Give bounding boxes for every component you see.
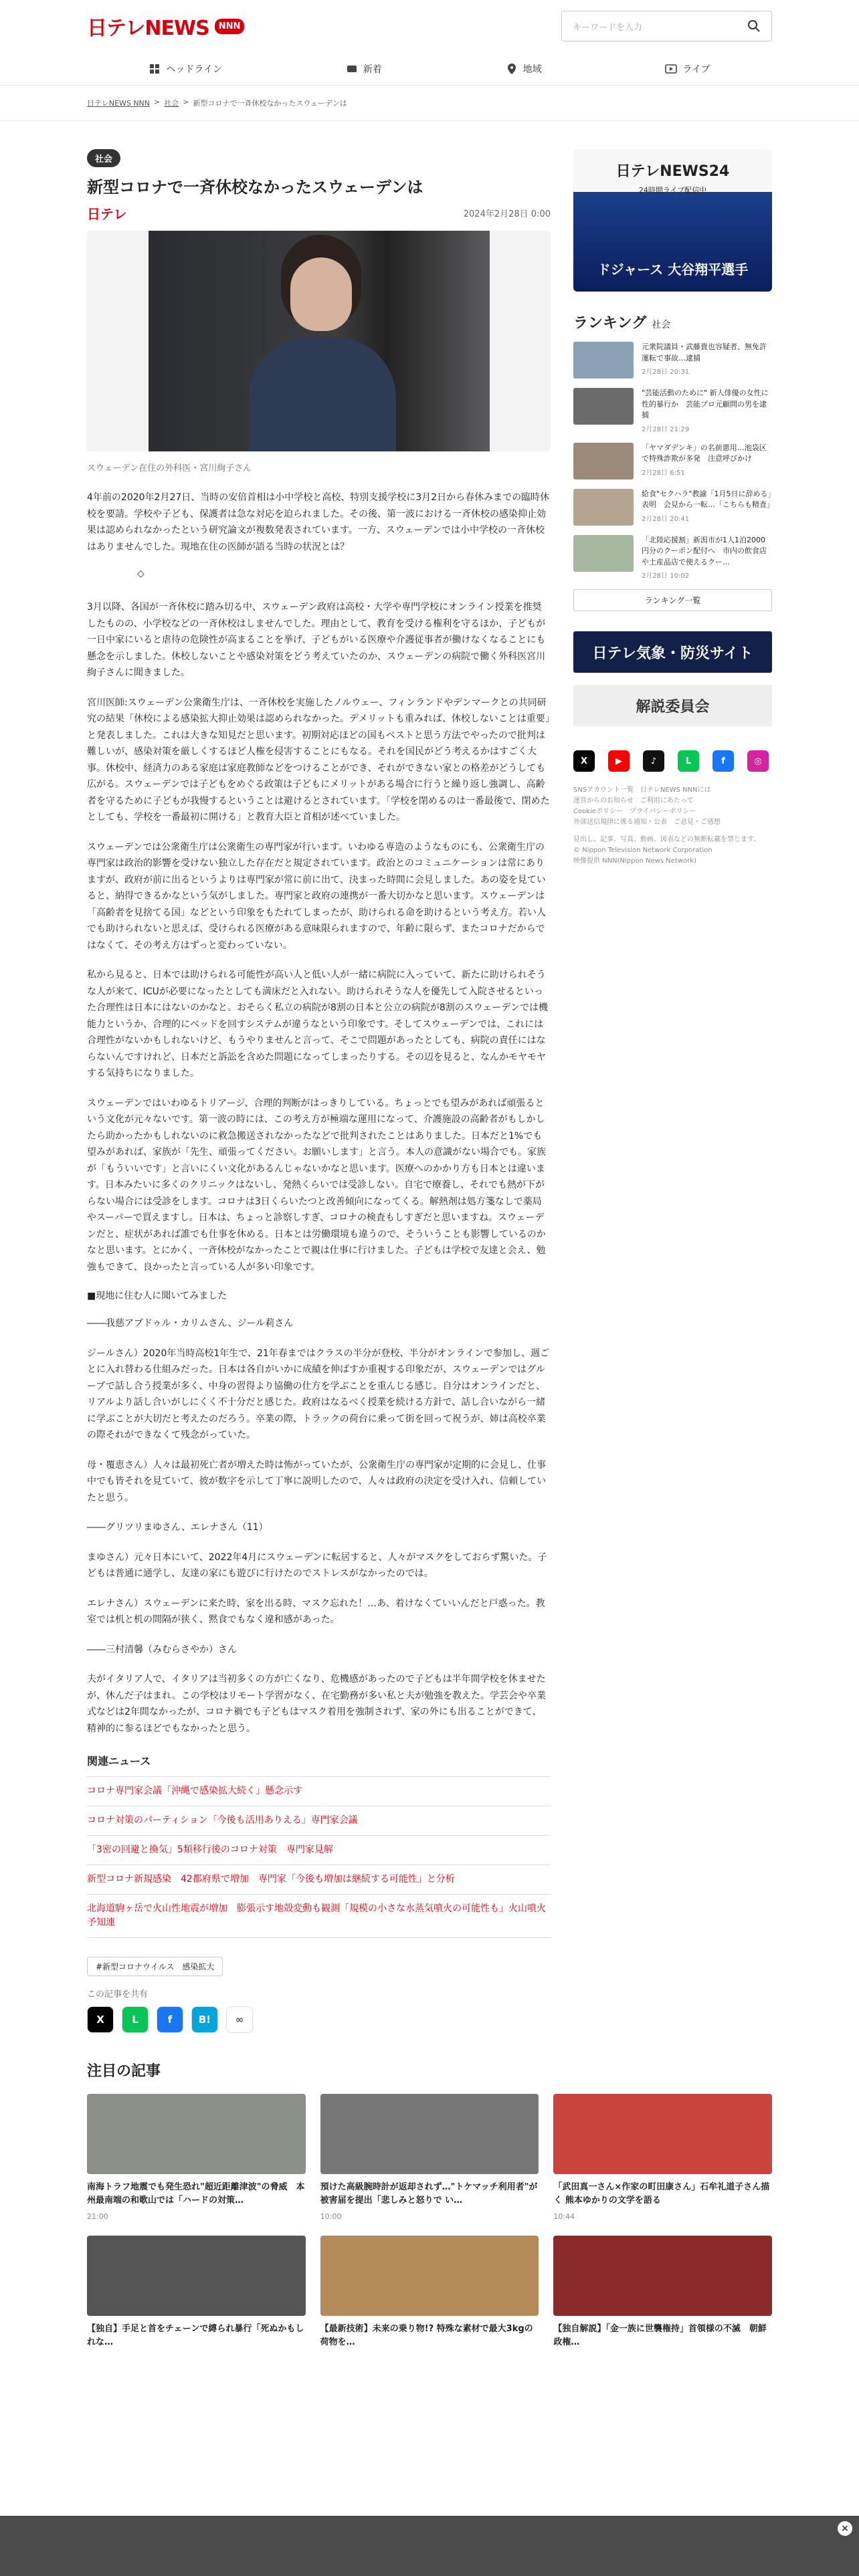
bottom-ad-bar <box>0 2516 859 2576</box>
ranking-item-title: 給食"セクハラ"教諭「1月5日に辞める」表明 会見から一転…「こちらも精査」 <box>642 489 774 509</box>
sidebar <box>573 149 772 2033</box>
card-thumbnail <box>87 2094 306 2174</box>
category-tag[interactable]: 社会 <box>87 149 120 167</box>
breadcrumb-current: 新型コロナで一斉休校なかったスウェーデンは <box>193 99 347 108</box>
share-line-icon[interactable]: L <box>122 2006 149 2033</box>
ranking-item[interactable] <box>573 535 772 580</box>
ranking-item-meta: 2月28日 10:02 <box>642 572 690 580</box>
footer-line[interactable]: SNSアカウント一覧 日テレNEWS NNNには <box>573 786 711 794</box>
paragraph: 宮川医師:スウェーデン公衆衛生庁は、一斉休校を実施したノルウェー、フィンランドやデンマークとの共同研究の結果「休校による感染拡大抑止効果は認められなかった。デメリットも重みれば、休校しないことは重要」と発表しました。これは大きな知見だと思います。初期対応ほどの国もベストと思う方法でやったので批判は難しいが、感染対策を厳しくするほど人権を侵害することにもなる。それを国民がどう考えるかはすごく大事。休校中、経済力のある家庭は家庭教師などをつけることができ、それができない家との格差がどうしても広がる。スウェーデンでは子どもをめぐる政策は子どもにメリットがある場合に行うと繰り返し強調し、高齢者を守るために子どもが我慢するということは避けるとされています。「学校を閉めるのは一番最後で、閉めたとしても、学校を一番最初に開ける」と教育大臣と首相が述べていました。 <box>87 697 550 823</box>
global-nav <box>0 52 859 86</box>
attention-card[interactable] <box>553 2236 772 2349</box>
footer-line <box>573 828 772 835</box>
card-thumbnail <box>87 2236 306 2316</box>
ranking-item[interactable] <box>573 342 772 379</box>
related-link[interactable]: 北海道駒ヶ岳で火山性地震が増加 膨張示す地殻変動も観測「規模の小さな水蒸気噴火の可能性も」火山噴火予知連 <box>87 1895 551 1938</box>
site-logo[interactable] <box>87 11 244 41</box>
ranking-thumbnail <box>573 342 634 379</box>
related-list <box>87 1776 551 1938</box>
interviewee-name: ――三村清馨（みむらさやか）さん <box>87 1644 237 1655</box>
photo-caption: スウェーデン在住の外科医・宮川絢子さん <box>87 463 252 474</box>
share-buttons <box>87 2006 551 2033</box>
search-input[interactable] <box>561 11 772 41</box>
play-icon <box>665 63 677 75</box>
attention-card[interactable] <box>87 2236 306 2349</box>
interviewee-name: ――我慈アブドゥル・カリムさん、ジール莉さん <box>87 1318 294 1329</box>
related-link[interactable]: 新型コロナ新規感染 42都府県で増加 専門家「今後も増加は継続する可能性」と分析 <box>87 1865 551 1895</box>
paragraph: 4年前の2020年2月27日、当時の安倍首相は小中学校と高校、特別支援学校に3月2日から春休みまでの臨時休校を要請。学校や子ども、保護者は急な対応を迫られました。その後、第一波における一斉休校の感染抑止効果は認められなかったという研究論文が複数発表されています。一方、スウェーデンでは小中学校の一斉休校はありませんでした。現地在住の医師が語る当時の状況とは？ <box>87 492 550 552</box>
facebook-icon[interactable]: f <box>712 750 734 772</box>
publish-date: 2024年2月28日 0:00 <box>463 209 551 220</box>
ranking-thumbnail <box>573 443 634 479</box>
card-thumbnail <box>320 2236 539 2316</box>
ranking-thumbnail <box>573 388 634 425</box>
grid-icon <box>149 63 161 75</box>
source-logo: 日テレ <box>87 206 127 223</box>
card-title: 【最新技術】未来の乗り物!? 特殊な素材で最大3kgの荷物を… <box>320 2324 533 2347</box>
site-header <box>0 0 859 52</box>
section-heading: ■現地に住む人に聞いてみました <box>87 1291 227 1302</box>
card-thumbnail <box>553 2094 772 2174</box>
nav-label: ライブ <box>682 64 710 75</box>
logo-text: 日テレNEWS <box>87 17 209 40</box>
article <box>87 149 551 2033</box>
promo-title: 日テレNEWS24 <box>615 163 730 180</box>
social-links <box>573 750 772 772</box>
new-icon <box>346 63 358 75</box>
weather-banner[interactable]: 日テレ気象・防災サイト <box>573 631 772 673</box>
related-link[interactable]: コロナ専門家会議「沖縄で感染拡大続く」懸念示す <box>87 1776 551 1806</box>
ranking-item-title: 「北陸応援割」新潟市が1人1泊2000円分のクーポン配付へ 市内の飲食店や土産品店で使えるクー… <box>642 535 767 566</box>
ranking-item-meta: 2月28日 20:41 <box>642 515 690 523</box>
ranking-item[interactable] <box>573 443 772 479</box>
paragraph: エレナさん）スウェーデンに来た時、家を出る時、マスク忘れた！…あ、着けなくていいんだと戸惑った。教室では机と机の間隔が狭く、黙食でもなく違和感があった。 <box>87 1598 545 1626</box>
interviewee-name: ――グリツリまゆさん、エレナさん（11） <box>87 1522 268 1533</box>
paragraph: ジールさん）2020年当時高校1年生で、21年春まではクラスの半分が登校、半分がオンラインで参加し、週ごとに入れ替わる仕組みだった。日本は各自がいかに成績を伸ばすか重視する印象だが、スウェーデンではグループで話し合う授業が多く、中身の習得より協働の仕方を学ぶことを重んじる感じ。自分はオンラインだと、リアルより話し合いがしにくく不十分だと感じた。政府はなるべく授業を続ける方針で、話し合いながら一緒に学ぶことが大切だと考えたのだろう。卒業の際、トラックの荷台に乗って街を回って祝うが、姉は高校卒業の際それができなくて残念がっていた。 <box>87 1348 549 1441</box>
nav-label: ヘッドライン <box>166 64 222 75</box>
card-meta: 10:44 <box>553 2212 575 2222</box>
share-facebook-icon[interactable]: f <box>157 2006 183 2033</box>
search-placeholder: キーワードを入力 <box>573 22 643 33</box>
paragraph: スウェーデンではいわゆるトリアージ、合理的判断がはっきりしている。ちょっとでも望みがあれば頑張るという文化が元々ないです。第一波の時には、この考え方が極端な運用になって、介護施設の高齢者がもしかしたら助かったかもしれないのに救急搬送されなかったなどで批判されたことはありました。日本だと1%でも望みがあれば、家族が「先生、頑張ってください。お願いします」と言う。本人の意識がない場合でも。家族が「もういいです」と言いにくい文化があるんじゃないかなと思います。医療へのかかり方も日本とは違います。日本みたいに多くのクリニックはないし、発熱くらいでは受診しない。自宅で療養し、それでも熱が下がらない場合には受診をします。コロナは3日くらいたつと改善傾向になってくる。解熱剤は処方箋なしで薬局やスーパーで買えますし。日本は、ちょっと診察しすぎ、コロナの検査もしすぎだと思いますね。スウェーデンだと、症状があれば誰でも仕事を休める。日本とは労働環境も違うので、そういうことも影響しているのかなと思います。とにかく、一斉休校がなかったことで親は仕事に行けました。子どもは学校で友達と会え、勉強もできて、良かったと言っている人が多い印象です。 <box>87 1097 546 1273</box>
ranking-item-title: 「ヤマダデンキ」の名前悪用…池袋区で特殊詐欺が多発 注意呼びかけ <box>642 443 767 463</box>
paragraph: まゆさん）元々日本にいて、2022年4月にスウェーデンに転居すると、人々がマスクをしておらず驚いた。子どもは普通に通学し、友達の家にも遊びに行けたのでストレスがなかったのでは。 <box>87 1551 547 1580</box>
ranking-item[interactable] <box>573 388 772 433</box>
live-promo[interactable] <box>573 149 772 292</box>
nav-label: 新着 <box>363 64 382 75</box>
nav-region[interactable] <box>506 62 542 76</box>
attention-card[interactable] <box>320 2094 539 2221</box>
breadcrumb <box>0 86 859 121</box>
photo-image <box>149 231 490 451</box>
nav-live[interactable] <box>665 62 710 76</box>
attention-card[interactable] <box>87 2094 306 2221</box>
youtube-icon[interactable]: ▶ <box>608 750 630 772</box>
paragraph: 夫がイタリア人で、イタリアは当初多くの方が亡くなり、危機感があったので子どもは半年間学校を休ませたが、休んだ子はまれ。この学校はリモート学習がなく、在宅勤務が多い私と夫が勉強を教えた。学芸会や卒業式などは2年間なかったが、コロナ禍でも子どもはマスク着用を強制されず、家の外にも出ることができて、精神的に参るほどでもなかったと思う。 <box>87 1674 546 1734</box>
breadcrumb-section[interactable]: 社会 <box>164 99 179 108</box>
logo-badge: NNN <box>215 19 245 34</box>
commentary-banner[interactable]: 解説委員会 <box>573 685 772 726</box>
footer-line: 映像提供 NNN(Nippon News Network) <box>573 857 696 865</box>
paragraph: 母・覆恵さん）人々は最初死亡者が増えた時は怖がっていたが、公衆衛生庁の専門家が定期的に会見し、仕事中でも皆それを見ていて、彼が数字を示して丁寧に説明したので、人々は政府の決定を受け入れ、信頼していたと思う。 <box>87 1459 547 1503</box>
copy-link-icon[interactable]: ∞ <box>226 2006 253 2033</box>
line-icon[interactable]: L <box>678 750 699 772</box>
x-icon[interactable]: X <box>573 750 595 772</box>
card-title: 南海トラフ地震でも発生恐れ"超近距離津波"の脅威 本州最南端の和歌山では「ハードの対策… <box>87 2182 305 2206</box>
photo-person-head <box>290 257 352 331</box>
attention-card[interactable] <box>553 2094 772 2221</box>
ranking-item-meta: 2月28日 20:31 <box>642 368 690 376</box>
card-meta: 10:00 <box>320 2212 342 2222</box>
card-title: 預けた高級腕時計が返却されず…"トケマッチ利用者"が被害届を提出「悲しみと怒りで い… <box>320 2182 538 2206</box>
paragraph: 3月以降、各国が一斉休校に踏み切る中、スウェーデン政府は高校・大学や専門学校にオンライン授業を推奨したものの、小学校などの一斉休校はしませんでした。理由として、教育を受ける権利を守るほか、子どもが一日中家にいると虐待の危険性が高まることを挙げ、子どもがいる医療や介護従事者が働けなくなることにも懸念を示しました。休校しないことや感染対策をどう考えていたのか、スウェーデンの病院で働く外科医宮川絢子さんに聞きました。 <box>87 602 546 679</box>
ranking-item-title: "芸能活動のために" 新人俳優の女性に性的暴行か 芸能プロ元顧問の男を逮捕 <box>642 389 769 419</box>
ranking-more-button[interactable]: ランキング一覧 <box>573 589 772 611</box>
attention-title: 注目の記事 <box>87 2063 161 2080</box>
map-pin-icon <box>506 63 518 75</box>
breadcrumb-sep: > <box>183 98 189 106</box>
card-title: 【独自解説】「金一族に世襲権持」首領様の不滅 朝鮮政権… <box>553 2324 767 2347</box>
card-thumbnail <box>553 2236 772 2316</box>
related-title: 関連ニュース <box>87 1755 151 1768</box>
diamond-icon: ◇ <box>137 568 145 580</box>
related-link[interactable]: コロナ対策のパーティション「今後も活用ありえる」専門家会議 <box>87 1806 551 1836</box>
share-title: この記事を共有 <box>87 1990 149 2000</box>
tiktok-icon[interactable]: ♪ <box>643 750 664 772</box>
sidebar-footer <box>573 785 772 867</box>
paragraph: 私から見ると、日本では助けられる可能性が高い人と低い人が一緒に病院に入っていて、新たに助けられそうな人が来て、ICUが必要になったとしても満床だと入れない。助けられそうな人を優先して入院させるといった合理性は日本にはないのかなと。おそらく私立の病院が8割の日本と公立の病院が8割のスウェーデンでは機能力というか、合理的にベッドを回すシステムが違うなという印象です。そしてスウェーデンでは、これには合理性がないかもしれないけど、もうやりませんと言って、そこで問題があったとしても、病院の責任にはならないんですけれど、日本だと訴訟を含めた問題になってしまったりする。その辺を見ると、なんかモヤモヤする気持ちになりました。 <box>87 970 548 1079</box>
breadcrumb-sep: > <box>154 98 161 106</box>
promo-subtitle: 24時間ライブ配信中 <box>638 186 707 195</box>
ranking-item[interactable] <box>573 489 772 526</box>
share-x-icon[interactable]: X <box>87 2006 114 2033</box>
nav-label: 地域 <box>522 64 542 75</box>
ranking-category: 社会 <box>652 320 671 330</box>
search-icon[interactable] <box>747 19 761 33</box>
share-hatena-icon[interactable]: B! <box>191 2006 218 2033</box>
card-title: 【独自】手足と首をチェーンで縛られ暴行「死ぬかもしれな… <box>87 2324 304 2347</box>
keyword-tag[interactable]: #新型コロナウイルス 感染拡大 <box>87 1957 223 1976</box>
card-meta: 21:00 <box>87 2212 108 2222</box>
ranking-item-meta: 2月28日 6:51 <box>642 469 685 477</box>
close-icon[interactable]: × <box>838 2521 852 2536</box>
promo-caption: ドジャース 大谷翔平選手 <box>597 261 749 278</box>
nav-new[interactable] <box>346 62 382 76</box>
content-wrap <box>0 149 859 2033</box>
ranking-title: ランキング <box>573 315 647 332</box>
breadcrumb-home[interactable]: 日テレNEWS NNN <box>87 99 150 108</box>
footer-line: © Nippon Television Network Corporation <box>573 847 712 854</box>
attention-section <box>0 2060 859 2349</box>
related-link[interactable]: 「3密の回避と換気」5類移行後のコロナ対策 専門家見解 <box>87 1836 551 1865</box>
ranking-thumbnail <box>573 535 634 572</box>
paragraph: スウェーデンでは公衆衛生庁は公衆衛生の専門家が行います。いわゆる専造のようなものにも、公衆衛生庁の専門家は政治的影響を受けない独立した存在だと規定されています。政治とのコミュニケーションは常にありますが、政府が前に出るというよりは専門家が常に前に出て、決まった時間に会見しました。あの姿を見ていると、納得できるかなという気がしました。専門家と政府の連携が一番大切かなと思います。スウェーデンは「高齢者を見捨てる国」などという印象をもたれてしまったが、助けられる命を助けるという考え方。若い人でも助けられないと思えば、受けられる医療がある意味限られますので、年齢に限らず、またコロナだからではなくて、その考え方はずっと変わっていない。 <box>87 841 546 951</box>
byline <box>87 203 551 223</box>
attention-grid <box>87 2094 772 2349</box>
article-title: 新型コロナで一斉休校なかったスウェーデンは <box>87 178 423 197</box>
footer-line[interactable]: 外部送信規律に係る通知・公表 ご意見・ご感想 <box>573 819 721 826</box>
ranking-header <box>573 312 772 332</box>
ranking-thumbnail <box>573 489 634 526</box>
footer-line[interactable]: Cookieポリシー プライバシーポリシー <box>573 808 696 815</box>
ranking-item-meta: 2月28日 21:29 <box>642 425 690 433</box>
footer-line[interactable]: 運営からのお知らせ ご利用にあたって <box>573 797 694 804</box>
card-thumbnail <box>320 2094 539 2174</box>
photo-person-body <box>249 338 396 451</box>
attention-card[interactable] <box>320 2236 539 2349</box>
ranking-item-title: 元衆院議員・武藤貴也容疑者、無免許運転で事故…逮捕 <box>642 342 767 362</box>
card-title: 「武田真一さん×作家の町田康さん」石牟礼道子さん描く 熊本ゆかりの文学を語る <box>553 2182 770 2206</box>
footer-line: 見出し、記事、写真、動画、図表などの無断転載を禁じます。 <box>573 836 761 843</box>
article-photo <box>87 231 551 451</box>
nav-headline[interactable] <box>149 62 222 76</box>
instagram-icon[interactable]: ◎ <box>747 750 769 772</box>
